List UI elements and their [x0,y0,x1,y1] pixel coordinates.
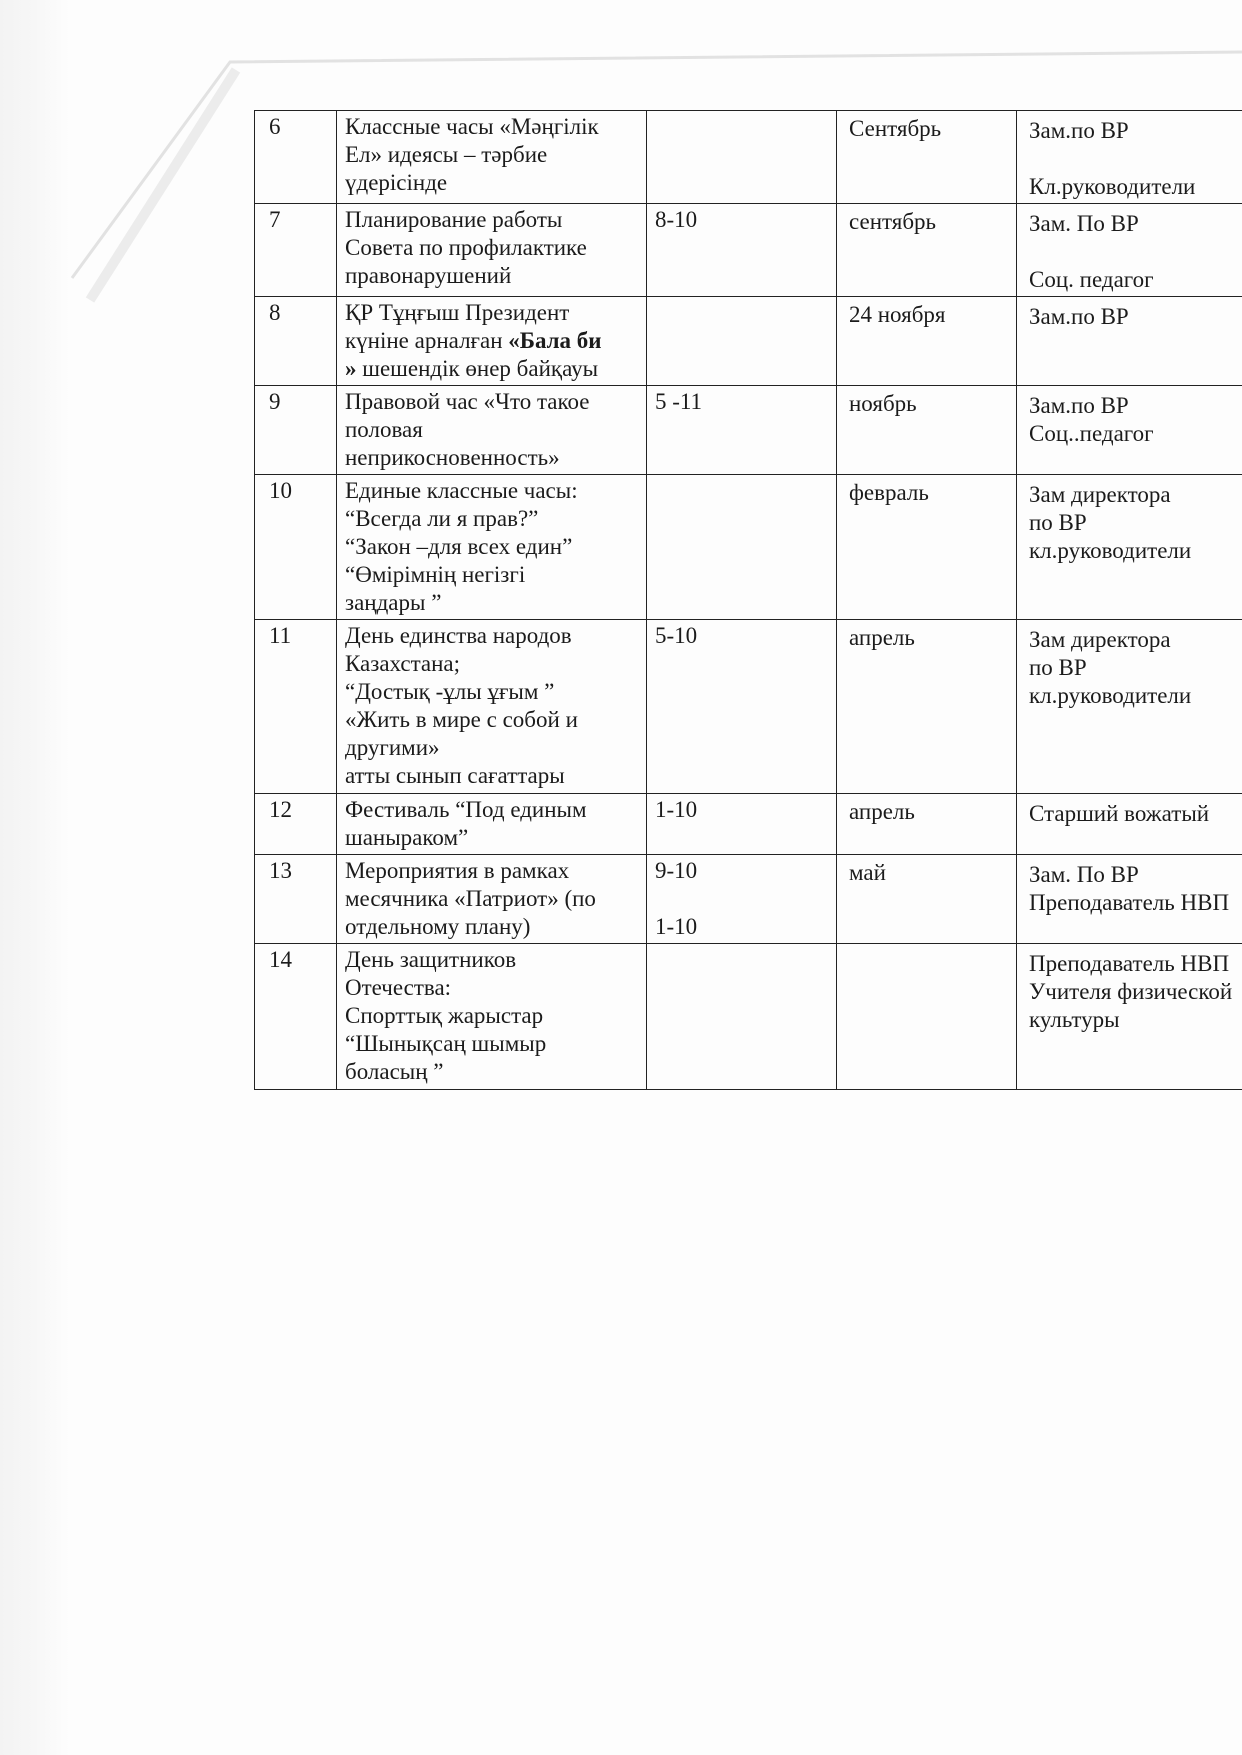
event-line: заңдары ” [345,590,442,615]
event-line: Фестиваль “Под единым [345,797,587,822]
table-row [255,386,1242,475]
event-line: День единства народов [345,623,572,648]
event-line [345,327,638,355]
event-line: “Шынықсаң шымыр [345,1031,547,1056]
grades-cell [647,794,837,855]
event-line: атты сынып сағаттары [345,763,565,788]
responsible-cell [1017,111,1242,204]
grades-line: 1-10 [655,914,698,939]
responsible-line: Зам директора [1029,482,1171,507]
row-number: 8 [255,297,337,386]
responsible-cell [1017,944,1242,1090]
responsible-cell [1017,204,1242,297]
grades-line: 8-10 [655,207,698,232]
row-number: 7 [255,204,337,297]
event-line: Отечества: [345,975,452,1000]
event-line: “Өмірімнің негізгі [345,562,526,587]
table-row [255,944,1242,1090]
table-row [255,204,1242,297]
row-number: 6 [255,111,337,204]
row-number: 9 [255,386,337,475]
event-cell [337,475,647,620]
event-line: “Закон –для всех един” [345,534,573,559]
event-cell [337,794,647,855]
event-cell [337,111,647,204]
event-line: ҚР Тұңғыш Президент [345,300,570,325]
event-line: Планирование работы [345,207,563,232]
table-row [255,794,1242,855]
event-line: неприкосновенность» [345,445,560,470]
month-cell: сентябрь [837,204,1017,297]
event-line: боласың ” [345,1059,444,1084]
responsible-cell [1017,620,1242,794]
responsible-line: Старший вожатый [1029,801,1210,826]
month-cell: 24 ноября [837,297,1017,386]
event-line: үдерісінде [345,170,448,195]
event-cell [337,944,647,1090]
event-plan-table [254,110,1242,1090]
event-line: правонарушений [345,263,512,288]
row-number: 14 [255,944,337,1090]
event-line: другими» [345,735,440,760]
event-line: День защитников [345,947,517,972]
event-line: шаныраком” [345,825,469,850]
responsible-line: культуры [1029,1007,1120,1032]
month-cell: Сентябрь [837,111,1017,204]
responsible-line: Зам.по ВР [1029,304,1129,329]
grades-cell [647,620,837,794]
grades-cell [647,386,837,475]
responsible-line: кл.руководители [1029,538,1192,563]
table-row [255,855,1242,944]
responsible-line: Кл.руководители [1029,174,1196,199]
event-line: Классные часы «Мәңгілік [345,114,599,139]
month-cell: февраль [837,475,1017,620]
month-cell: май [837,855,1017,944]
row-number: 11 [255,620,337,794]
event-text: шешендік өнер байқауы [362,356,599,381]
event-line: Единые классные часы: [345,478,578,503]
row-number: 13 [255,855,337,944]
event-cell [337,620,647,794]
event-title-bold: » [345,356,363,381]
event-line: Спорттық жарыстар [345,1003,544,1028]
table-row [255,297,1242,386]
grades-cell [647,944,837,1090]
responsible-line: Преподаватель НВП [1029,951,1230,976]
event-line [345,355,638,383]
event-text: күніне арналған [345,328,509,353]
grades-line: 5-10 [655,623,698,648]
responsible-line: Зам. По ВР [1029,211,1139,236]
grades-cell [647,475,837,620]
event-line: Правовой час «Что такое [345,389,590,414]
grades-cell [647,855,837,944]
event-title-bold: «Бала би [508,328,602,353]
table-row [255,620,1242,794]
event-line: «Жить в мире с собой и [345,707,578,732]
row-number: 12 [255,794,337,855]
responsible-cell [1017,855,1242,944]
event-line: Ел» идеясы – тәрбие [345,142,548,167]
event-cell [337,297,647,386]
responsible-line: Соц..педагог [1029,421,1154,446]
responsible-line: Зам.по ВР [1029,118,1129,143]
responsible-cell [1017,475,1242,620]
month-cell: ноябрь [837,386,1017,475]
event-cell [337,855,647,944]
grades-line: 9-10 [655,858,698,883]
grades-line: 1-10 [655,797,698,822]
event-cell [337,386,647,475]
responsible-line: по ВР [1029,510,1087,535]
month-cell [837,944,1017,1090]
event-line: “Достық -ұлы ұғым ” [345,679,555,704]
event-line: Совета по профилактике [345,235,587,260]
responsible-line: Зам.по ВР [1029,393,1129,418]
event-line: месячника «Патриот» (по [345,886,596,911]
grades-cell [647,111,837,204]
responsible-cell [1017,386,1242,475]
table-row [255,111,1242,204]
responsible-line: Зам. По ВР [1029,862,1139,887]
row-number: 10 [255,475,337,620]
event-cell [337,204,647,297]
responsible-line: Зам директора [1029,627,1171,652]
responsible-line: Соц. педагог [1029,267,1154,292]
responsible-cell [1017,794,1242,855]
responsible-line: Учителя физической [1029,979,1233,1004]
event-line: Казахстана; [345,651,461,676]
responsible-line: по ВР [1029,655,1087,680]
event-line: половая [345,417,423,442]
grades-line: 5 -11 [655,389,703,414]
month-cell: апрель [837,794,1017,855]
grades-cell [647,204,837,297]
responsible-line: Преподаватель НВП [1029,890,1230,915]
table-row [255,475,1242,620]
event-line: отдельному плану) [345,914,531,939]
event-line: “Всегда ли я прав?” [345,506,539,531]
month-cell: апрель [837,620,1017,794]
responsible-line: кл.руководители [1029,683,1192,708]
responsible-cell [1017,297,1242,386]
grades-cell [647,297,837,386]
event-line: Мероприятия в рамках [345,858,570,883]
